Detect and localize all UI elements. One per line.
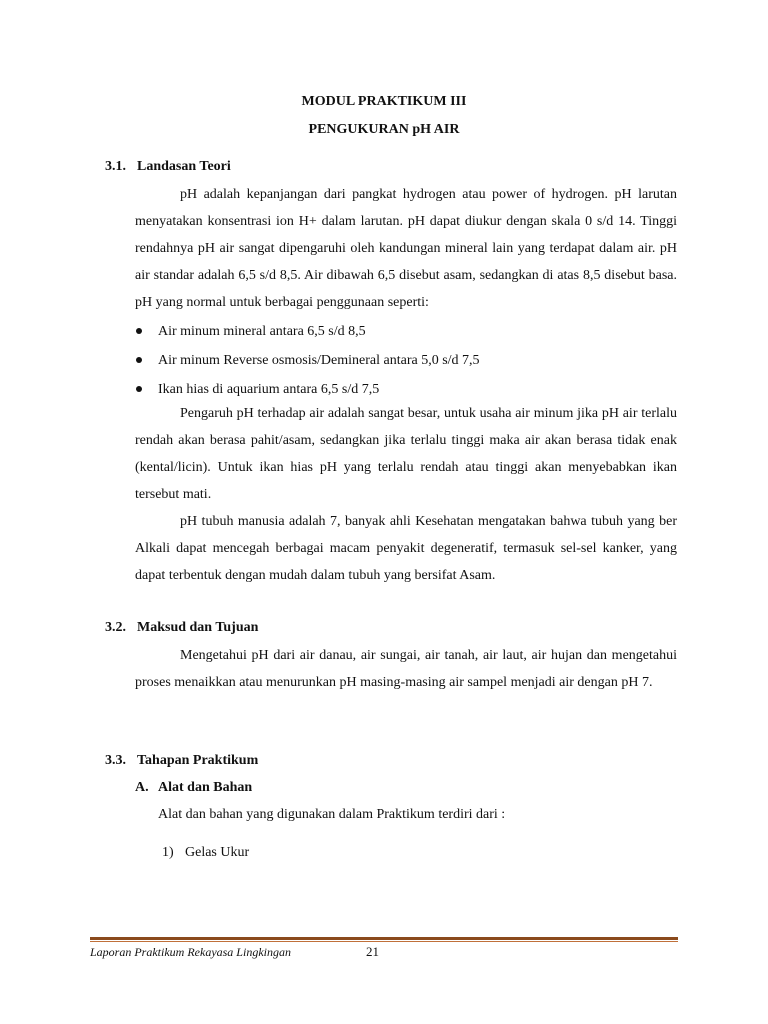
list-item (135, 318, 480, 347)
section-title: Tahapan Praktikum (137, 753, 259, 768)
tool-item (162, 845, 249, 861)
footer-rule-thin (90, 941, 678, 942)
section-heading-maksud-tujuan (105, 620, 258, 636)
section-number: 3.1. (105, 159, 126, 174)
section-number: 3.3. (105, 753, 126, 768)
bullet-icon (136, 328, 142, 334)
tools-intro: Alat dan bahan yang digunakan dalam Praktikum terdiri dari : (158, 807, 506, 822)
module-subtitle: PENGUKURAN pH AIR (308, 122, 460, 137)
bullet-icon (136, 357, 142, 363)
bullet-icon (136, 386, 142, 392)
ph-range-list (135, 318, 480, 405)
tool-item-number: 1) (162, 845, 174, 860)
footer-rule (90, 937, 678, 940)
list-item-text: Air minum mineral antara 6,5 s/d 8,5 (158, 324, 366, 339)
section-heading-landasan-teori (105, 159, 231, 175)
subsection-heading-alat-bahan (135, 780, 252, 796)
page-number: 21 (366, 944, 379, 959)
paragraph-ph-definition: pH adalah kepanjangan dari pangkat hydrogen atau power of hydrogen. pH larutan menyatakan konsentrasi ion H+ dalam larutan. pH dapat diukur dengan skala 0 s/d 14. Tinggi rendahnya pH air sangat dipengaruhi oleh kandungan mineral lain yang terdapat dalam air. pH air standar adalah 6,5 s/d 8,5. Air dibawah 6,5 disebut asam, sedangkan di atas 8,5 disebut basa. pH yang normal untuk berbagai penggunaan seperti: (135, 187, 677, 310)
list-item-text: Air minum Reverse osmosis/Demineral antara 5,0 s/d 7,5 (158, 353, 480, 368)
module-title: MODUL PRAKTIKUM III (301, 94, 467, 109)
section-title: Landasan Teori (137, 159, 231, 174)
tool-item-label: Gelas Ukur (185, 845, 250, 860)
list-item (135, 347, 480, 376)
section-heading-tahapan-praktikum (105, 753, 258, 769)
subsection-title: Alat dan Bahan (158, 780, 253, 795)
list-item-text: Ikan hias di aquarium antara 6,5 s/d 7,5 (158, 382, 380, 397)
section-number: 3.2. (105, 620, 126, 635)
section-title: Maksud dan Tujuan (137, 620, 259, 635)
footer-report-title: Laporan Praktikum Rekayasa Lingkingan (90, 945, 291, 959)
paragraph-objective: Mengetahui pH dari air danau, air sungai, air tanah, air laut, air hujan dan mengetahui proses menaikkan atau menurunkan pH masing-masing air sampel menjadi air dengan pH 7. (135, 648, 677, 690)
paragraph-body-ph: pH tubuh manusia adalah 7, banyak ahli Kesehatan mengatakan bahwa tubuh yang ber Alkali dapat mencegah berbagai macam penyakit degeneratif, termasuk sel-sel kanker, yang dapat terbentuk dengan mudah dalam tubuh yang bersifat Asam. (135, 514, 677, 583)
subsection-number: A. (135, 780, 149, 795)
paragraph-ph-effect: Pengaruh pH terhadap air adalah sangat besar, untuk usaha air minum jika pH air terlalu rendah akan berasa pahit/asam, sedangkan jika terlalu tinggi maka air akan berasa tidak enak (kental/licin). Untuk ikan hias pH yang terlalu rendah atau tinggi akan menyebabkan ikan tersebut mati. (135, 406, 677, 502)
